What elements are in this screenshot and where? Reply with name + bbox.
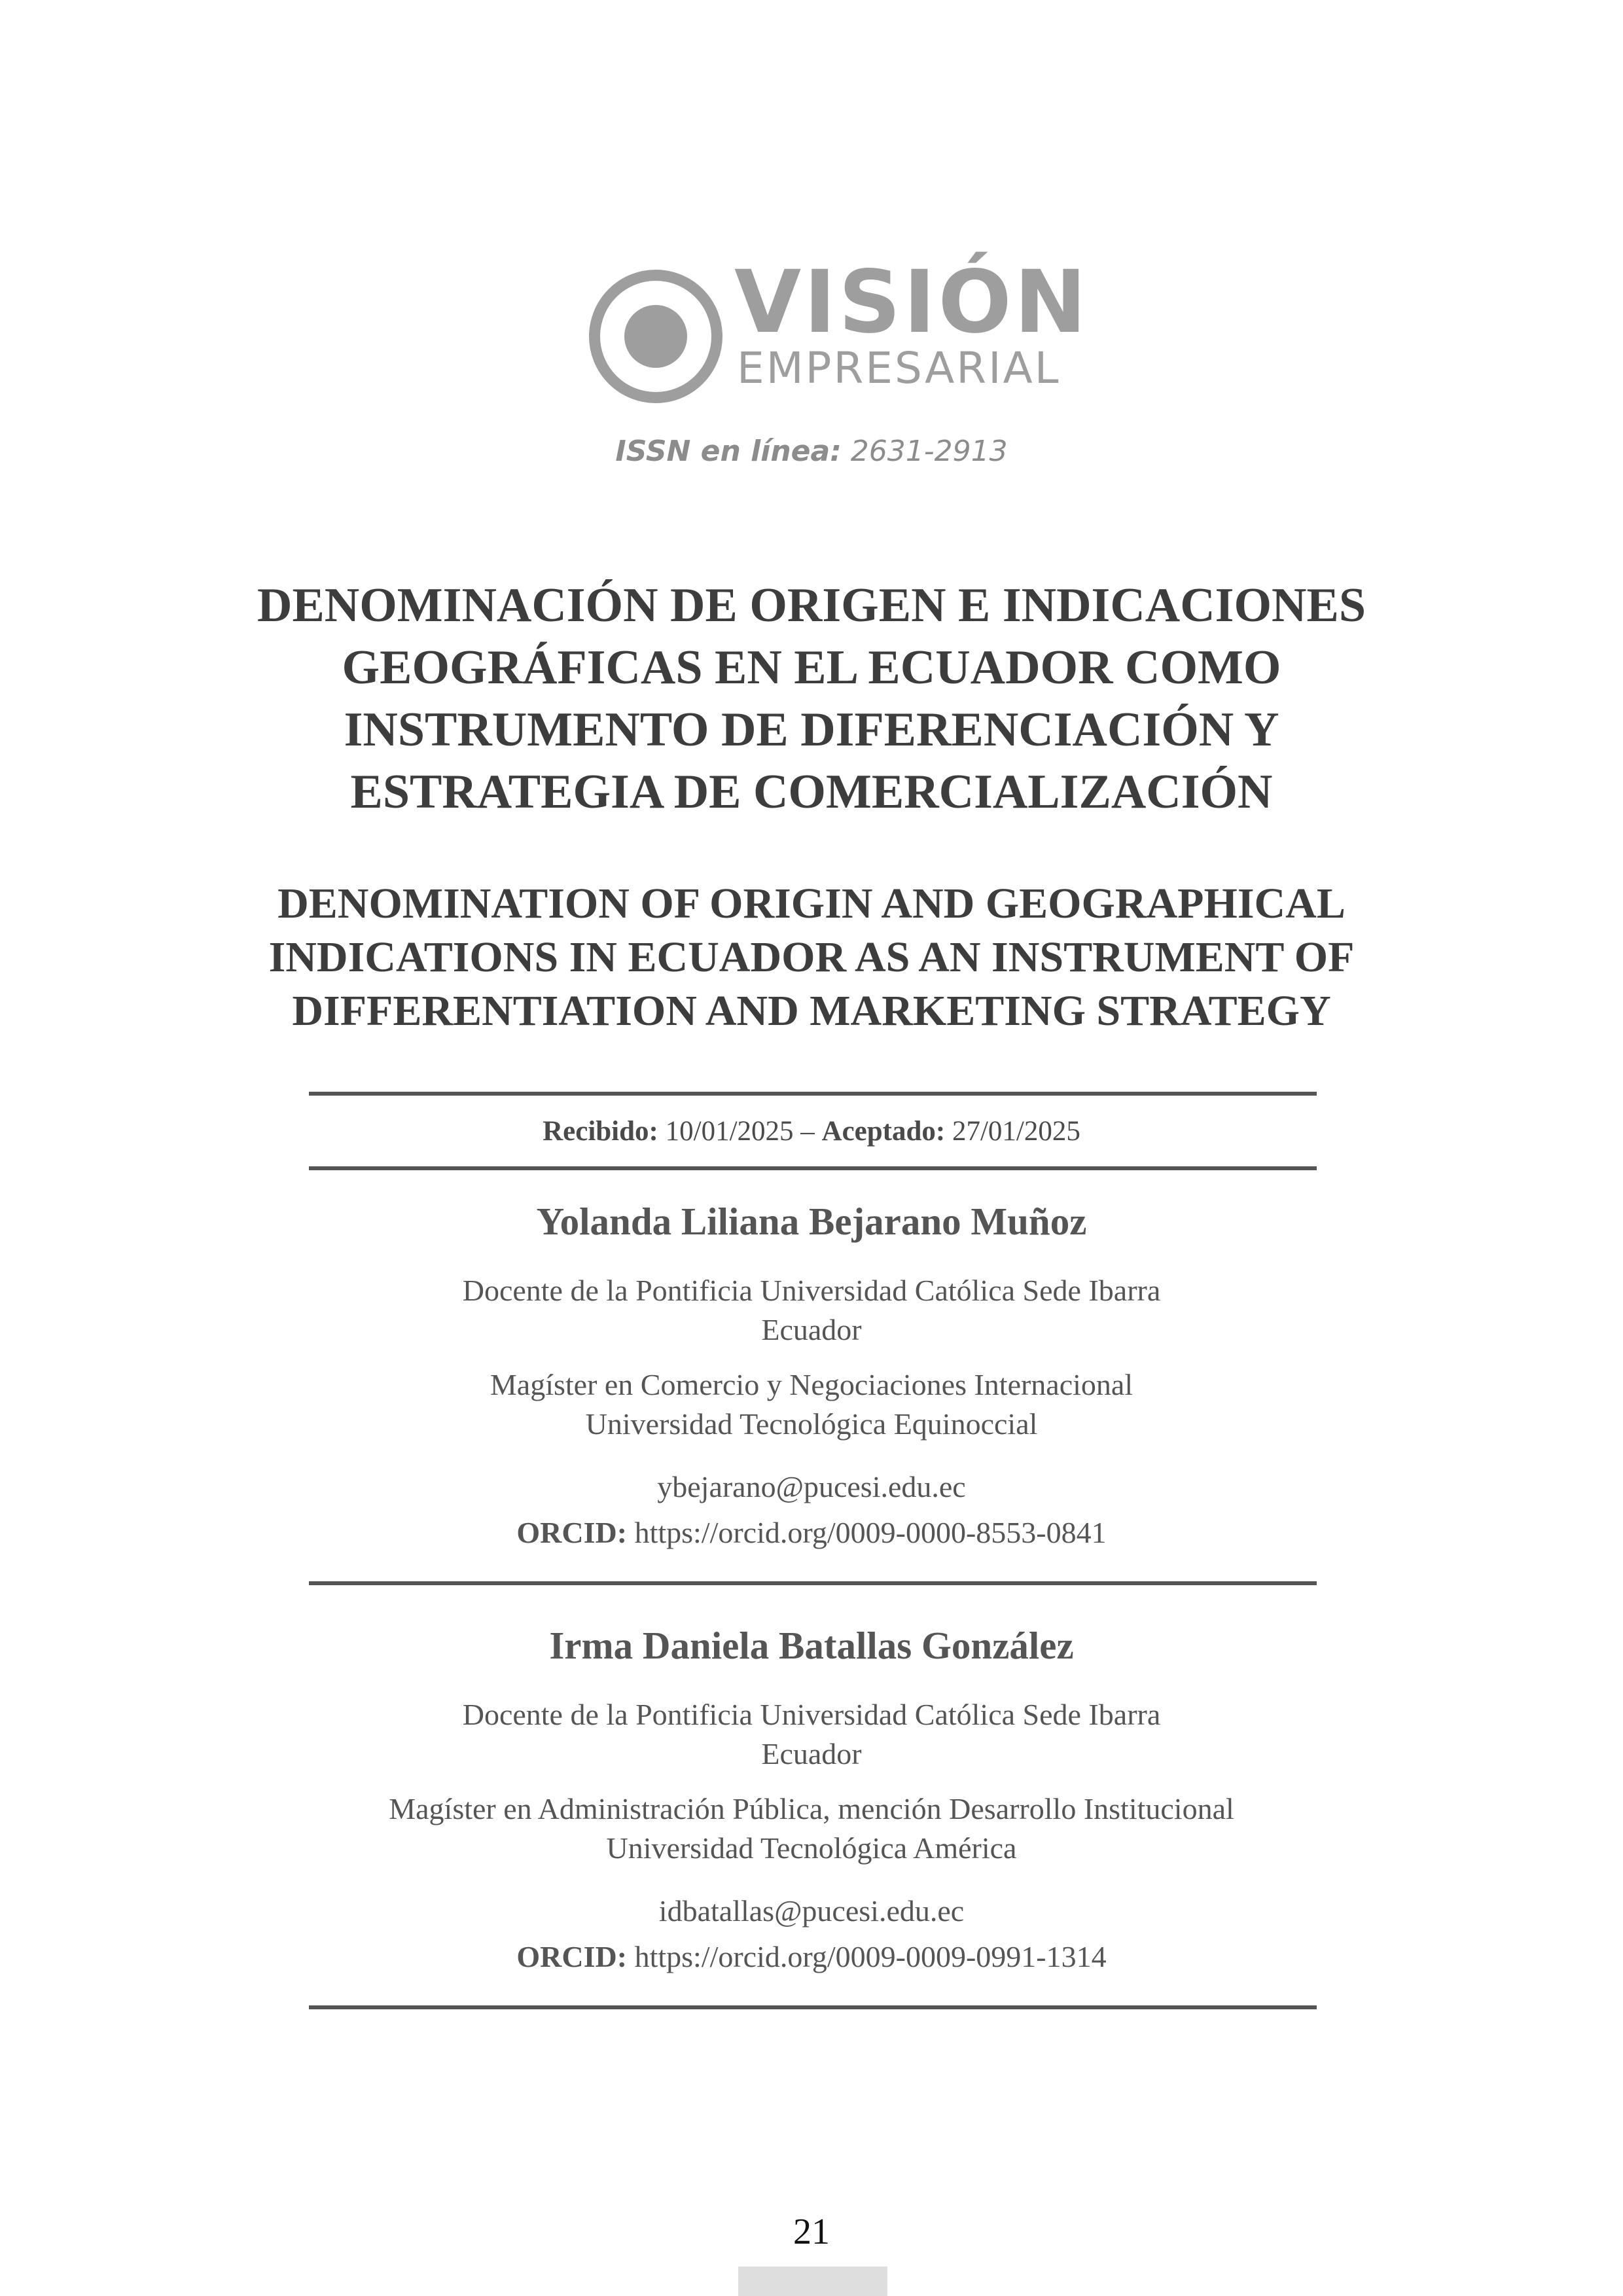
divider-rule: [309, 1166, 1317, 1170]
received-label: Recibido:: [543, 1116, 658, 1147]
title-english-line: DENOMINATION OF ORIGIN AND GEOGRAPHICAL: [277, 880, 1346, 927]
author-name: Irma Daniela Batallas González: [549, 1624, 1074, 1667]
author-affiliation: Docente de la Pontificia Universidad Católica Sede Ibarra: [462, 1698, 1161, 1731]
logo-word: VISIÓN: [734, 252, 1090, 353]
title-spanish-line: ESTRATEGIA DE COMERCIALIZACIÓN: [350, 765, 1273, 819]
dates-separator: –: [800, 1116, 815, 1147]
author-orcid: [0, 1937, 1623, 1977]
title-english: [131, 877, 1492, 1038]
divider-rule: [309, 1581, 1317, 1585]
orcid-label: ORCID:: [516, 1516, 628, 1549]
author-degree: Magíster en Administración Pública, mención Desarrollo Institucional: [389, 1792, 1234, 1825]
author-affiliation: Docente de la Pontificia Universidad Católica Sede Ibarra: [462, 1274, 1161, 1307]
journal-logo: [589, 252, 1090, 412]
issn-label: ISSN en línea:: [615, 435, 842, 468]
issn-value: 2631-2913: [850, 435, 1008, 468]
title-spanish-line: GEOGRÁFICAS EN EL ECUADOR COMO: [342, 641, 1281, 694]
author-email: idbatallas@pucesi.edu.ec: [658, 1894, 965, 1928]
orcid-link[interactable]: https://orcid.org/0009-0009-0991-1314: [634, 1940, 1107, 1973]
accepted-date: 27/01/2025: [952, 1116, 1080, 1147]
title-spanish: [131, 575, 1492, 823]
author-country: Ecuador: [761, 1313, 862, 1346]
title-english-line: INDICATIONS IN ECUADOR AS AN INSTRUMENT OF: [268, 933, 1355, 981]
logo-dot-icon: [624, 305, 687, 368]
author-degree-institution: Universidad Tecnológica Equinoccial: [585, 1407, 1038, 1441]
orcid-link[interactable]: https://orcid.org/0009-0000-8553-0841: [634, 1516, 1107, 1549]
title-spanish-line: DENOMINACIÓN DE ORIGEN E INDICACIONES: [257, 579, 1366, 632]
footer-tab: [738, 2267, 887, 2296]
author-orcid: [0, 1513, 1623, 1552]
author-country: Ecuador: [761, 1737, 862, 1770]
author-name: Yolanda Liliana Bejarano Muñoz: [536, 1200, 1087, 1243]
divider-rule: [309, 1092, 1317, 1096]
issn-line: [0, 435, 1623, 468]
author-email: ybejarano@pucesi.edu.ec: [657, 1470, 966, 1503]
divider-rule: [309, 2005, 1317, 2009]
accepted-label: Aceptado:: [821, 1116, 946, 1147]
logo-ring-icon: [589, 270, 722, 403]
page-number: 21: [793, 2212, 830, 2252]
author-degree-institution: Universidad Tecnológica América: [606, 1831, 1017, 1865]
received-date: 10/01/2025: [665, 1116, 794, 1147]
title-english-line: DIFFERENTIATION AND MARKETING STRATEGY: [292, 987, 1331, 1035]
submission-dates: [0, 1115, 1623, 1147]
author-degree: Magíster en Comercio y Negociaciones Internacional: [490, 1368, 1133, 1401]
logo-subword: EMPRESARIAL: [737, 343, 1061, 393]
orcid-label: ORCID:: [516, 1940, 628, 1973]
title-spanish-line: INSTRUMENTO DE DIFERENCIACIÓN Y: [344, 703, 1279, 757]
